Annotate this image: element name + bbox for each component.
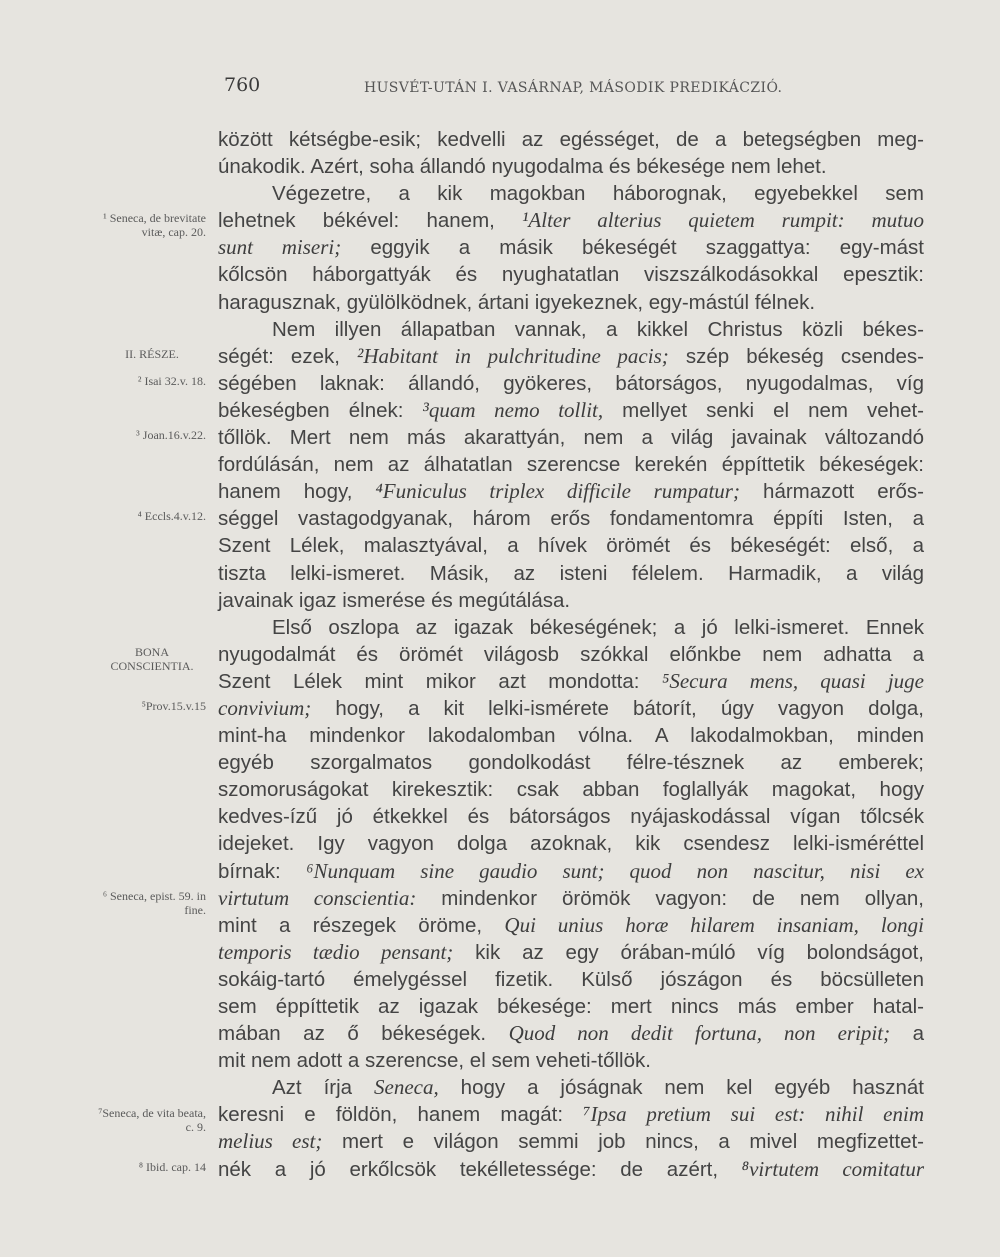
text-line: idejeket. Igy vagyon dolga azoknak, kik csendesz lelki-isméréttel [218, 832, 924, 856]
text-line: mint a részegek öröme, Qui unius horæ hilarem insaniam, longi [218, 912, 924, 937]
text-line: virtutum conscientia: mindenkor örömök vagyon: de nem ollyan, [218, 885, 924, 910]
text-line: kőlcsön háborgattyák és nyughatatlan viszszálkodásokkal epesztik: [218, 263, 924, 287]
text-line: nyugodalmát és örömét világosb szókkal előnkbe nem adhatta a [218, 642, 924, 666]
margin-note: BONA CONSCIENTIA. [110, 644, 194, 673]
text-line: Első oszlopa az igazak békeségének; a jó lelki-ismeret. Ennek [272, 615, 924, 639]
margin-note: ¹ Seneca, de brevitate vitæ, cap. 20. [103, 211, 206, 240]
text-line: únakodik. Azért, soha állandó nyugodalma és békesége nem lehet. [218, 155, 827, 179]
text-line: fordúlásán, nem az álhatatlan szerencse kerekén éppíttetik békeségek: [218, 453, 924, 477]
text-line: sunt miseri; eggyik a másik békeségét szaggattya: egy-mást [218, 235, 924, 260]
text-line: mában az ő békeségek. Quod non dedit fortuna, non eripit; a [218, 1021, 924, 1046]
margin-note: ⁸ Ibid. cap. 14 [138, 1159, 206, 1174]
text-line: között kétségbe-esik; kedvelli az egésséget, de a betegségben meg- [218, 128, 924, 151]
text-line: tőllök. Mert nem más akarattyán, nem a világ javainak változandó [218, 426, 924, 450]
margin-note: II. RÉSZE. [125, 346, 179, 361]
text-line: szomoruságokat kirekesztik: csak abban foglallyák magokat, hogy [218, 778, 924, 802]
text-line: nék a jó erkőlcsök tekélletessége: de azért, ⁸virtutem comitatur [218, 1156, 924, 1181]
text-line: lehetnek békével: hanem, ¹Alter alterius quietem rumpit: mutuo [218, 208, 924, 233]
text-line: békeségben élnek: ³quam nemo tollit, mellyet senki el nem vehet- [218, 397, 924, 422]
margin-note: ⁶ Seneca, epist. 59. in fine. [102, 888, 206, 917]
text-line: egyéb szorgalmatos gondolkodást félre-tésznek az emberek; [218, 751, 924, 775]
margin-note: ⁵Prov.15.v.15 [141, 699, 206, 714]
body-text [218, 126, 924, 1183]
text-line: kedves-ízű jó étkekkel és bátorságos nyájaskodással vígan tőlcsék [218, 805, 924, 829]
text-line: sem éppíttetik az igazak békesége: mert nincs más ember hatal- [218, 995, 924, 1018]
text-line: Azt írja Seneca, hogy a jóságnak nem kel egyéb hasznát [272, 1075, 924, 1100]
text-line: temporis tædio pensant; kik az egy órában-múló víg bolondságot, [218, 939, 925, 964]
text-line: Szent Lélek mint mikor azt mondotta: ⁵Secura mens, quasi juge [218, 668, 924, 693]
text-line: tiszta lelki-ismeret. Másik, az isteni félelem. Harmadik, a világ [218, 561, 924, 585]
text-line: mint-ha mindenkor lakodalomban vólna. A lakodalmokban, minden [218, 724, 924, 748]
margin-note: ⁷Seneca, de vita beata, c. 9. [98, 1105, 206, 1134]
text-line: séggel vastagodgyanak, három erős fondamentomra éppíti Isten, a [218, 507, 924, 531]
text-line: Végezetre, a kik magokban háborognak, egyebekkel sem [272, 182, 924, 206]
text-line: hanem hogy, ⁴Funiculus triplex difficile rumpatur; hármazott erős- [218, 479, 924, 504]
text-line: keresni e földön, hanem magát: ⁷Ipsa pretium sui est: nihil enim [218, 1102, 924, 1127]
margin-note: ² Isai 32.v. 18. [137, 373, 206, 388]
text-line: convivium; hogy, a kit lelki-ismérete bátorít, úgy vagyon dolga, [218, 695, 924, 720]
text-line: Nem illyen állapatban vannak, a kikkel Christus közli békes- [272, 317, 924, 341]
margin-note: ³ Joan.16.v.22. [136, 428, 206, 443]
text-line: haragusznak, gyülölködnek, ártani igyekeznek, egy-mástúl félnek. [218, 290, 816, 314]
text-line: sokáig-tartó émelygéssel fizetik. Külső jószágon és böcsülleten [218, 967, 924, 991]
margin-notes [0, 0, 212, 1257]
text-line: melius est; mert e világon semmi job nincs, a mivel megfizettet- [218, 1129, 924, 1154]
text-line: ségében laknak: állandó, gyökeres, bátorságos, nyugodalmas, víg [218, 371, 924, 395]
text-line: Szent Lélek, malasztyával, a hívek örömét és békeségét: első, a [218, 534, 924, 558]
text-line: javainak igaz ismerése és megútálása. [218, 588, 571, 612]
running-title: HUSVÉT-UTÁN I. VASÁRNAP, MÁSODIK PREDIKÁCZIÓ. [364, 80, 783, 96]
margin-note: ⁴ Eccls.4.v.12. [137, 509, 206, 524]
text-line: bírnak: ⁶Nunquam sine gaudio sunt; quod non nascitur, nisi ex [218, 858, 925, 883]
text-line: ségét: ezek, ²Habitant in pulchritudine pacis; szép békeség csendes- [218, 343, 925, 368]
page-number: 760 [224, 74, 261, 96]
text-line: mit nem adott a szerencse, el sem veheti-tőllök. [218, 1049, 651, 1073]
